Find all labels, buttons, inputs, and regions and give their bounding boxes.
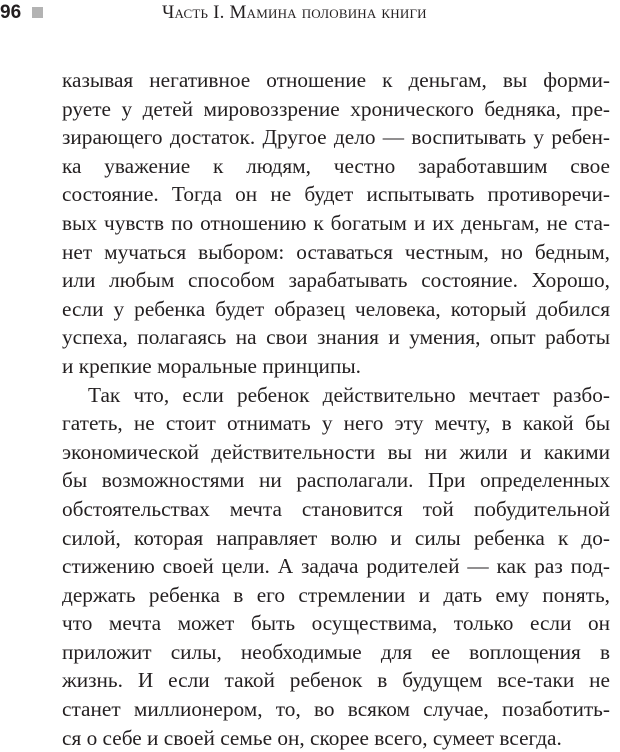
text-line: приложит силы, необходимые для ее воплощения в: [62, 639, 610, 664]
text-line: ка уважение к людям, честно заработавшим свое: [62, 153, 610, 178]
text-line: Так что, если ребенок действительно мечтает разбо-: [88, 382, 610, 407]
text-line: стижению своей цели. А задача родителей — как раз под-: [62, 554, 610, 579]
text-line: экономической действительности вы ни жили и какими: [62, 439, 610, 464]
text-line: силой, которая направляет волю и силы ребенка к до-: [62, 525, 610, 550]
text-line: ся о себе и своей семье он, скорее всего, сумеет всегда.: [62, 725, 562, 750]
paragraph-2: [62, 381, 610, 752]
page-header: [0, 2, 620, 28]
header-square-ornament: [32, 7, 43, 18]
text-line: держать ребенка в его стремлении и дать ему понять,: [62, 582, 610, 607]
paragraph-1: [62, 66, 610, 381]
text-line: казывая негативное отношение к деньгам, вы форми-: [62, 68, 610, 92]
text-line: или любым способом зарабатывать состояние. Хорошо,: [62, 268, 610, 293]
text-line: вых чувств по отношению к богатым и их деньгам, не ста-: [62, 210, 610, 235]
page-number: 96: [0, 2, 22, 23]
text-line: обстоятельствах мечта становится той побудительной: [62, 496, 610, 521]
text-line: если у ребенка будет образец человека, который добился: [62, 296, 610, 321]
text-line: состояние. Тогда он не будет испытывать противоречи-: [62, 182, 610, 207]
text-line: нет мучаться выбором: оставаться честным, но бедным,: [62, 239, 610, 264]
text-line: бы возможностями ни располагали. При определенных: [62, 468, 610, 493]
text-line: и крепкие моральные принципы.: [62, 353, 361, 378]
body-text: [62, 66, 610, 752]
running-title: Часть I. Мамина половина книги: [162, 2, 427, 23]
text-line: жизнь. И если такой ребенок в будущем все-таки не: [62, 668, 610, 693]
text-line: руете у детей мировоззрение хронического бедняка, пре-: [62, 96, 610, 121]
text-line: станет миллионером, то, во всяком случае, позаботить-: [62, 697, 610, 722]
text-line: успеха, полагаясь на свои знания и умения, опыт работы: [62, 325, 610, 350]
text-line: гатеть, не стоит отнимать у него эту мечту, в какой бы: [62, 411, 610, 436]
text-line: зирающего достаток. Другое дело — воспитывать у ребен-: [62, 125, 610, 150]
text-line: что мечта может быть осуществима, только если он: [62, 611, 610, 636]
